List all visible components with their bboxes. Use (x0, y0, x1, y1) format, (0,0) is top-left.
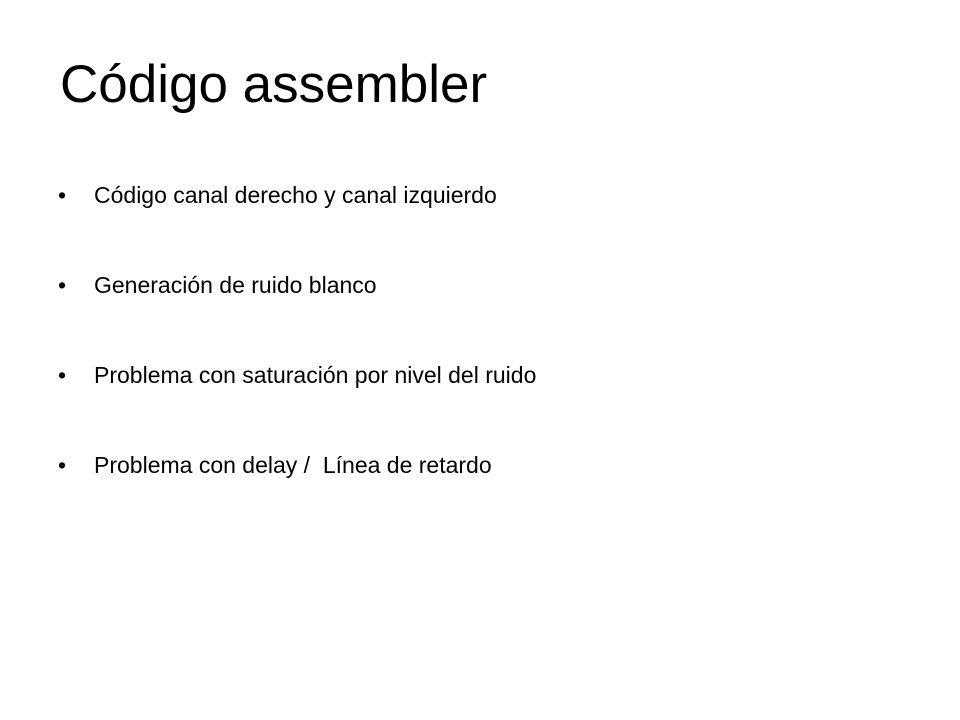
bullet-text: Problema con delay / Línea de retardo (94, 452, 492, 478)
bullet-item (58, 352, 536, 442)
bullet-text: Problema con saturación por nivel del ruido (94, 362, 537, 388)
bullet-item (58, 172, 536, 262)
bullet-item (58, 262, 536, 352)
bullet-text: Generación de ruido blanco (94, 272, 377, 298)
bullet-icon: • (58, 272, 67, 298)
bullet-icon: • (58, 362, 67, 388)
bullet-text: Código canal derecho y canal izquierdo (94, 182, 497, 208)
bullet-icon: • (58, 452, 67, 478)
bullet-item (58, 442, 536, 532)
bullet-list (58, 172, 536, 532)
slide-title: Código assembler (60, 55, 488, 114)
bullet-icon: • (58, 182, 67, 208)
